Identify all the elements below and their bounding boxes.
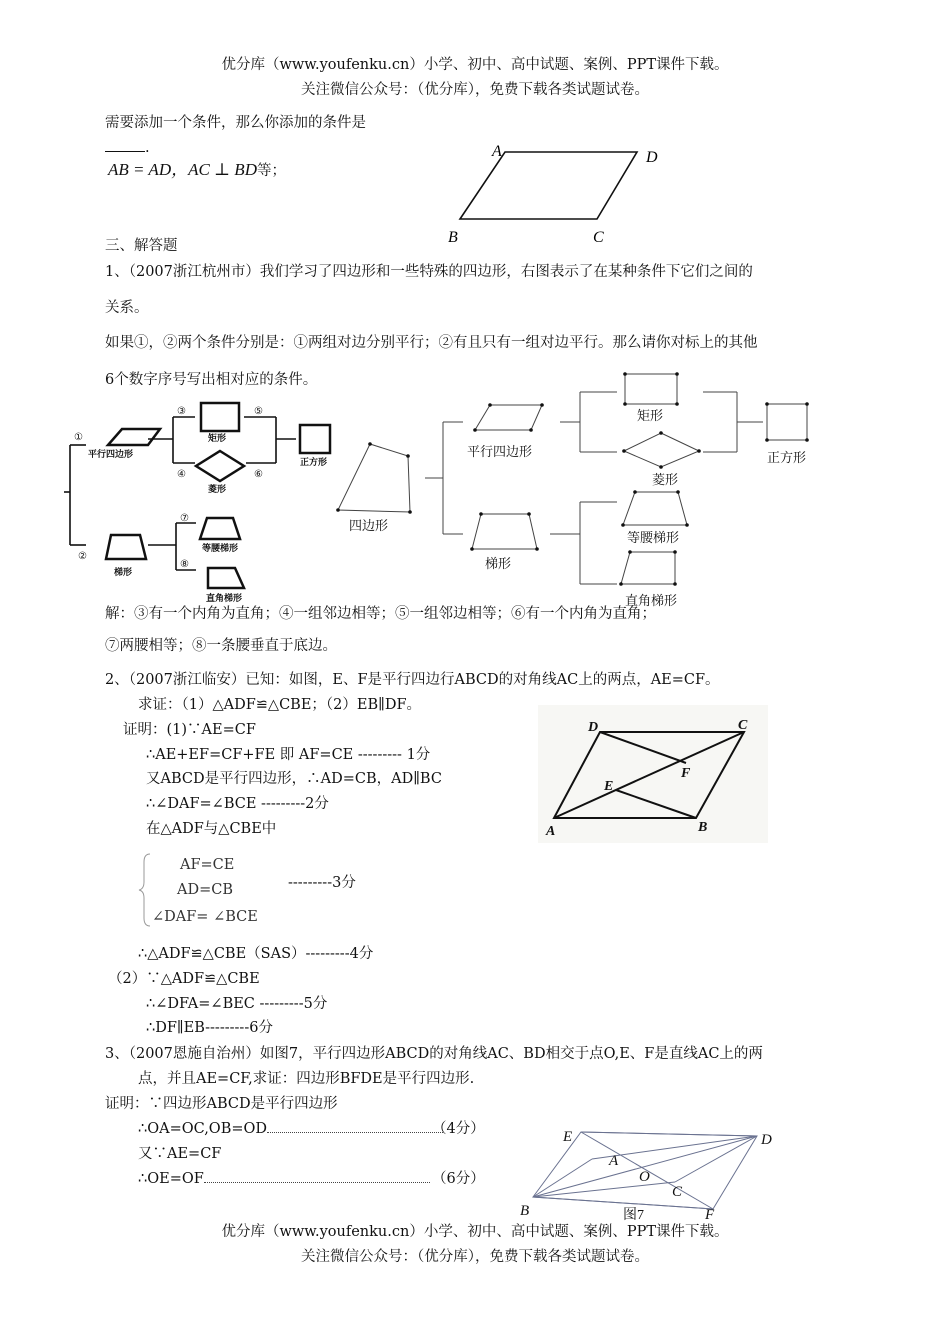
q3-label-a: A [609,1153,619,1169]
q2-label-a: A [546,824,556,839]
footer-line-1: 优分库（www.youfenku.cn）小学、初中、高中试题、案例、PPT课件下载。 [221,1224,729,1240]
rt-rhombus: 菱形 [652,472,679,487]
circled-5: ⑤ [254,406,263,417]
circled-8: ⑧ [180,559,189,570]
q3-dots-2 [204,1170,430,1183]
figure-7-caption: 图7 [623,1208,644,1223]
system-eq-1: AF=CE [180,857,235,873]
q1-line-1: 1、（2007浙江杭州市）我们学习了四边形和一些特殊的四边形，右图表示了在某种条件下它们之间的 [105,264,753,280]
rt-square: 正方形 [767,450,807,465]
rt-rectangle: 矩形 [637,408,664,423]
q3-score-1: （4分） [432,1121,485,1137]
rt-right-trap: 直角梯形 [625,593,678,608]
q3-proof-3: 又∵AE=CF [138,1146,222,1162]
q2-line-2: 求证：（1）△ADF≌△CBE；（2）EB∥DF。 [138,697,422,713]
q3-label-d: D [761,1132,772,1148]
q2-proof-3: 又ABCD是平行四边形，∴AD=CB，AD∥BC [146,771,442,787]
q2-proof-2: ∴AE+EF=CF+FE 即 AF=CE --------- 1分 [146,747,431,763]
q2-proof-8: ∴∠DFA=∠BEC ---------5分 [146,996,328,1012]
q2-label-b: B [698,820,708,835]
lt-isosceles: 等腰梯形 [202,543,239,553]
q3-line-2: 点，并且AE=CF,求证：四边形BFDE是平行四边形. [138,1071,475,1087]
q3-proof-4 [138,1169,430,1189]
lt-rhombus: 菱形 [208,484,227,494]
q2-proof-6: ∴△ADF≌△CBE（SAS）---------4分 [138,946,374,962]
label-d: D [646,149,658,166]
q2-label-e: E [604,779,614,794]
q3-proof-2-text: ∴OA=OC,OB=OD [138,1121,268,1137]
right-tree-diagram [335,362,825,612]
blank-end: . [145,140,150,156]
q1-solution-1: 解：③有一个内角为直角；④一组邻边相等；⑤一组邻边相等；⑥有一个内角为直角； [105,606,656,622]
system-score: ---------3分 [288,875,356,891]
system-eq-2: AD=CB [177,882,233,898]
intro-answer-suffix: 等； [256,163,286,179]
lt-parallelogram: 平行四边形 [88,449,134,459]
label-b: B [448,229,458,246]
q3-label-e: E [563,1129,573,1145]
header-line-2: 关注微信公众号：（优分库），免费下载各类试题试卷。 [301,82,649,98]
intro-question: 需要添加一个条件，那么你添加的条件是 [105,115,366,131]
q3-figure [515,1125,785,1225]
q1-line-2: 关系。 [105,300,149,316]
q3-label-b: B [520,1203,530,1219]
q3-proof-4-text: ∴OE=OF [138,1171,204,1187]
circled-7: ⑦ [180,513,189,524]
rt-parallelogram: 平行四边形 [467,444,533,459]
left-tree-diagram [68,395,343,605]
q2-label-c: C [738,718,748,733]
intro-answer [108,160,286,181]
lt-right-trap: 直角梯形 [206,593,243,603]
footer-line-2: 关注微信公众号：（优分库），免费下载各类试题试卷。 [301,1249,649,1265]
rt-isosceles: 等腰梯形 [627,530,680,545]
q3-label-o: O [639,1169,650,1185]
q2-proof-7: （2）∵△ADF≌△CBE [108,971,260,987]
q2-proof-5: 在△ADF与△CBE中 [146,821,277,837]
circled-2: ② [78,551,87,562]
q1-solution-2: ⑦两腰相等；⑧一条腰垂直于底边。 [105,638,337,654]
q2-figure [538,705,768,845]
q1-line-3: 如果①，②两个条件分别是：①两组对边分别平行；②有且只有一组对边平行。那么请你对标上的其他 [105,335,758,351]
q3-line-1: 3、（2007恩施自治州）如图7，平行四边形ABCD的对角线AC、BD相交于点O,E、F是直线AC上的两 [105,1046,763,1062]
circled-4: ④ [177,469,186,480]
q2-line-1: 2、（2007浙江临安）已知：如图，E、F是平行四边行ABCD的对角线AC上的两点，AE=CF。 [105,672,720,688]
q2-label-d: D [588,720,599,735]
q2-proof-9: ∴DF∥EB---------6分 [146,1020,273,1036]
rt-quad: 四边形 [349,518,389,533]
circled-6: ⑥ [254,469,263,480]
label-a: A [492,143,502,160]
q2-proof-1: 证明：(1)∵AE=CF [123,722,256,738]
intro-answer-math: AB = AD，AC ⊥ BD [108,160,257,179]
circled-1: ① [74,432,83,443]
circled-3: ③ [177,406,186,417]
q3-dots-1 [267,1120,443,1133]
section-title: 三、解答题 [105,238,178,254]
q2-proof-4: ∴∠DAF=∠BCE ---------2分 [146,796,329,812]
lt-square: 正方形 [300,457,328,467]
q3-proof-1: 证明：∵四边形ABCD是平行四边形 [105,1096,338,1112]
header-line-1: 优分库（www.youfenku.cn）小学、初中、高中试题、案例、PPT课件下载。 [221,57,729,73]
label-c: C [593,229,604,246]
q3-proof-2 [138,1119,443,1139]
parallelogram-figure [440,140,680,250]
q2-label-f: F [681,766,691,781]
system-eq-3: ∠DAF= ∠BCE [152,909,258,925]
answer-blank [105,138,150,158]
system-brace [138,852,152,928]
q1-line-4: 6个数字序号写出相对应的条件。 [105,372,318,388]
q3-score-2: （6分） [432,1171,485,1187]
rt-trapezoid: 梯形 [485,556,512,571]
lt-rectangle: 矩形 [208,433,227,443]
q3-label-f: F [705,1207,715,1223]
lt-trapezoid: 梯形 [114,567,133,577]
q3-label-c: C [672,1184,683,1200]
